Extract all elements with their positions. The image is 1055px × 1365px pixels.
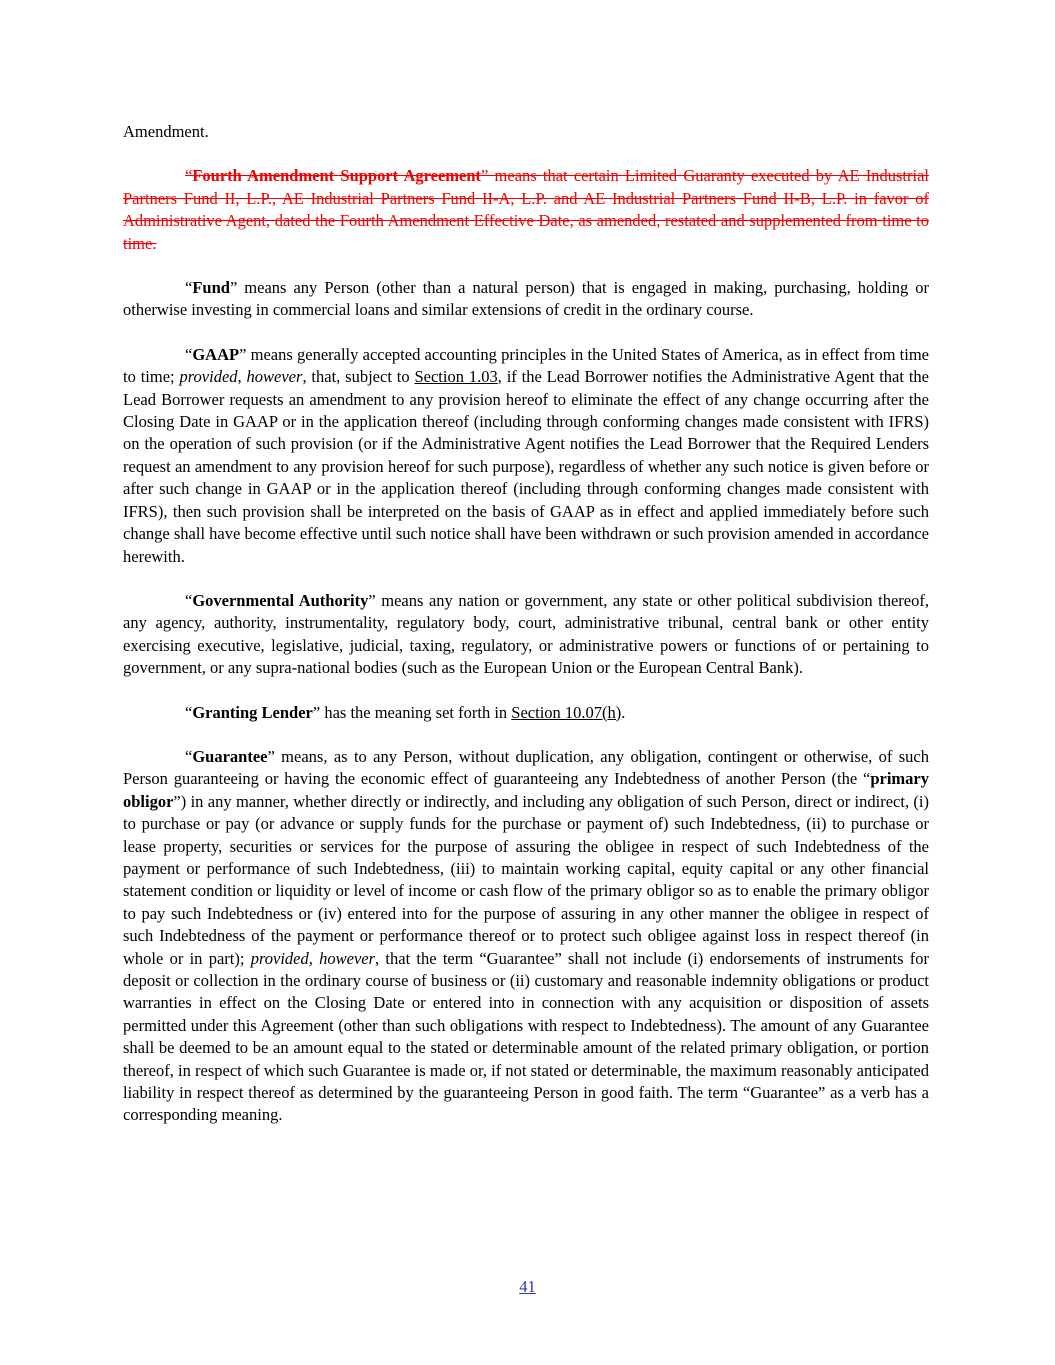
- page-footer: [0, 1276, 1055, 1298]
- paragraph-text: ” means generally accepted accounting principles in the United States of America, as in effect from time to time;: [123, 344, 929, 387]
- open-quote: “: [185, 166, 193, 186]
- defined-term-fund: Fund: [192, 278, 230, 298]
- paragraph-governmental-authority: [123, 590, 929, 680]
- paragraph-amendment-tail: [123, 121, 929, 143]
- defined-term-guarantee: Guarantee: [192, 746, 268, 766]
- paragraph-text: .: [621, 702, 626, 722]
- paragraph-text: , if the Lead Borrower notifies the Administrative Agent that the Lead Borrower requests an amendment to any provision hereof to eliminate the effect of any change occurring after the Closing Date in GAAP or in the application thereof (including through conforming changes made consistent with IFRS) on the operation of such provision (or if the Administrative Agent notifies the Lead Borrower that the Required Lenders request an amendment to any provision hereof for such purpose), regardless of whether any such notice is given before or after such change in GAAP or in the application thereof (including through conforming changes made consistent with IFRS), then such provision shall be interpreted on the basis of GAAP as in effect and applied immediately before such change shall have become effective until such notice shall have been withdrawn or such provision amended in accordance herewith.: [123, 367, 929, 566]
- proviso-provided-however: provided, however: [250, 948, 376, 968]
- defined-term-fourth-amendment-support-agreement: Fourth Amendment Support Agreement: [192, 166, 482, 186]
- section-ref-10-07-h-link[interactable]: Section 10.07(h): [511, 702, 622, 722]
- paragraph-text: ”) in any manner, whether directly or indirectly, and including any obligation of such Person, direct or indirect, (i) to purchase or pay (or advance or supply funds for the purchase or payment of) such Indebtedness, (ii) to purchase or lease property, securities or services for the purpose of assuring the obligee in respect of such Indebtedness of the payment or performance of such Indebtedness, (iii) to maintain working capital, equity capital or any other financial statement condition or liquidity or level of income or cash flow of the primary obligor so as to enable the primary obligor to pay such Indebtedness or (iv) entered into for the purpose of assuring in any other manner the obligee in respect of such Indebtedness of the payment or performance thereof or to protect such obligee against loss in respect thereof (in whole or in part);: [123, 791, 929, 968]
- paragraph-gaap: [123, 344, 929, 568]
- paragraph-text: ” means any Person (other than a natural person) that is engaged in making, purchasing, holding or otherwise investing in commercial loans and similar extensions of credit in the ordinary course.: [123, 278, 929, 320]
- paragraph-text: ” means that certain Limited Guaranty executed by AE Industrial Partners Fund II, L.P., AE Industrial Partners Fund II-A, L.P. and AE Industrial Partners Fund II-B, L.P. in favor of Administrative Agent, dated the Fourth Amendment Effective Date, as amended, restated and supplemented from time to time.: [123, 166, 929, 253]
- paragraph-granting-lender: [123, 702, 929, 724]
- paragraph-text: ” means any nation or government, any state or other political subdivision thereof, any agency, authority, instrumentality, regulatory body, court, administrative tribunal, central bank or other entity exercising executive, legislative, judicial, taxing, regulatory, or administrative powers or functions of or pertaining to government, or any supra-national bodies (such as the European Union or the European Central Bank).: [123, 590, 929, 678]
- page-number-link[interactable]: 41: [519, 1277, 536, 1296]
- open-quote: “: [185, 702, 193, 722]
- defined-term-governmental-authority: Governmental Authority: [192, 590, 369, 610]
- document-body: [123, 121, 929, 1149]
- open-quote: “: [185, 590, 193, 610]
- paragraph-text: ” means, as to any Person, without duplication, any obligation, contingent or otherwise, of such Person guaranteeing or having the economic effect of guaranteeing any Indebtedness of another Person (the “: [123, 746, 929, 789]
- defined-term-gaap: GAAP: [192, 344, 240, 364]
- paragraph-guarantee: [123, 746, 929, 1127]
- paragraph-fund: [123, 277, 929, 322]
- open-quote: “: [185, 278, 193, 298]
- paragraph-text: Amendment.: [123, 122, 209, 141]
- paragraph-text: , that the term “Guarantee” shall not include (i) endorsements of instruments for deposit or collection in the ordinary course of business or (ii) customary and reasonable indemnity obligations or product warranties in effect on the Closing Date or entered into in connection with any acquisition or disposition of assets permitted under this Agreement (other than such obligations with respect to Indebtedness). The amount of any Guarantee shall be deemed to be an amount equal to the stated or determinable amount of the related primary obligation, or portion thereof, in respect of which such Guarantee is made or, if not stated or determinable, the maximum reasonably anticipated liability in respect thereof as determined by the guaranteeing Person in good faith. The term “Guarantee” as a verb has a corresponding meaning.: [123, 948, 929, 1125]
- defined-term-granting-lender: Granting Lender: [192, 702, 313, 722]
- open-quote: “: [185, 344, 193, 364]
- section-ref-1-03-link[interactable]: Section 1.03: [414, 367, 498, 387]
- paragraph-text: , that, subject to: [302, 367, 415, 387]
- paragraph-fourth-amendment-support-agreement-redline: [123, 165, 929, 255]
- paragraph-text: ” has the meaning set forth in: [312, 702, 512, 722]
- open-quote: “: [185, 746, 193, 766]
- proviso-provided: provided: [179, 367, 238, 387]
- paragraph-text: ,: [237, 367, 247, 387]
- proviso-however: however: [246, 367, 303, 387]
- defined-term-primary-obligor: primary obligor: [123, 769, 929, 811]
